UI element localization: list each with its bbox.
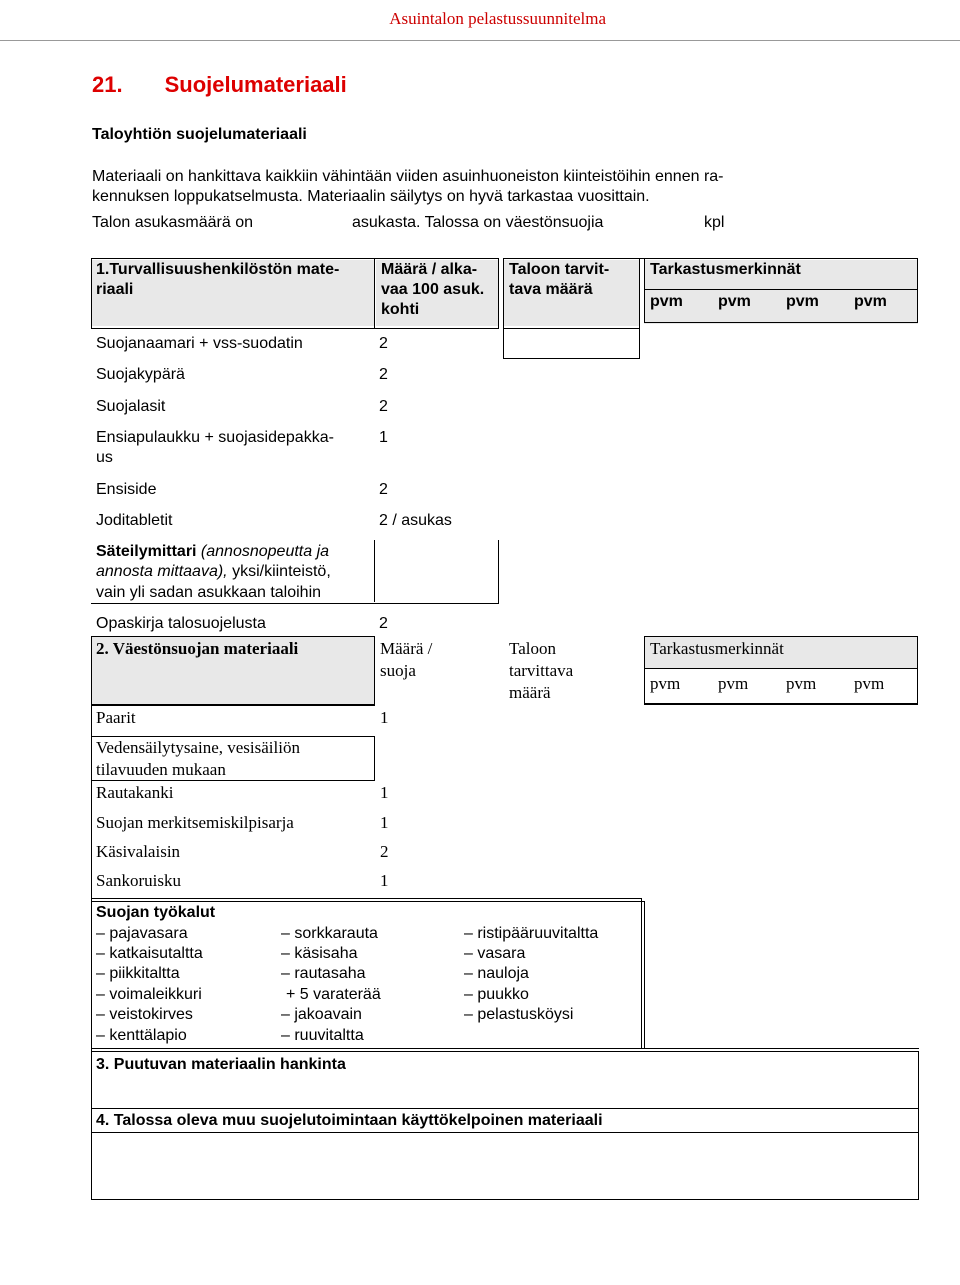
sec4-box-line	[91, 1199, 919, 1200]
t1-line	[91, 258, 375, 259]
tool-item: – pelastusköysi	[464, 1006, 574, 1023]
t1-line	[644, 258, 645, 323]
t2-row-qty: 1	[380, 813, 389, 832]
t2-row-qty: 1	[380, 783, 389, 802]
t2-line	[91, 636, 92, 706]
tools-box-line	[641, 898, 642, 1048]
tool-item: – piikkitaltta	[96, 965, 180, 982]
tools-box-line	[644, 901, 645, 1048]
intro-subtitle: Taloyhtiön suojelumateriaali	[92, 126, 307, 143]
t1-row-qty: 2	[379, 615, 388, 632]
tool-item: – vasara	[464, 945, 526, 962]
sec3-box-line	[91, 1048, 92, 1200]
intro-line-2: kennuksen loppukatselmusta. Materiaalin säilytys on hyvä tarkastaa vuosittain.	[92, 188, 650, 205]
t2-col2-header-l2: suoja	[380, 661, 416, 680]
tool-item: – jakoavain	[281, 1006, 362, 1023]
t1-col3-header-l2: tava määrä	[509, 281, 593, 298]
tool-item: – voimaleikkuri	[96, 986, 202, 1003]
tool-item: + 5 varaterää	[286, 986, 381, 1003]
t1-pvm-4: pvm	[854, 293, 887, 310]
t2-line	[374, 636, 375, 706]
t1-row-name-italic: (annosnopeutta ja	[196, 543, 330, 560]
tools-box-line	[91, 898, 641, 899]
t1-line	[644, 322, 918, 323]
t1-line	[644, 289, 918, 290]
tools-title: Suojan työkalut	[96, 904, 216, 921]
t1-line	[503, 328, 640, 329]
t1-row-name: Suojakypärä	[96, 366, 185, 383]
section-title: Suojelumateriaali	[164, 72, 347, 97]
tools-box-line	[91, 898, 92, 1048]
t1-col3-header-l1: Taloon tarvit-	[509, 261, 610, 278]
t1-line	[498, 540, 499, 604]
t1-col1-header-l1: 1.Turvallisuushenkilöstön mate-	[96, 261, 340, 278]
t1-line	[91, 603, 499, 604]
t1-row-name: us	[96, 449, 113, 466]
t2-row-name: Rautakanki	[96, 783, 174, 802]
tool-item: – kenttälapio	[96, 1027, 187, 1044]
intro-line-3b: asukasta. Talossa on väestönsuojia	[352, 214, 604, 231]
t2-col3-header-l1: Taloon	[509, 639, 556, 658]
t2-line	[91, 706, 92, 898]
t1-line	[374, 258, 375, 328]
t1-row-name: Opaskirja talosuojelusta	[96, 615, 266, 632]
t2-row-name: Paarit	[96, 708, 136, 727]
tool-item: – sorkkarauta	[281, 925, 378, 942]
t1-row-name-italic: annosta mittaava),	[96, 563, 228, 580]
t1-line	[503, 358, 640, 359]
tool-item: – nauloja	[464, 965, 529, 982]
t1-line	[91, 258, 92, 328]
intro-line-3a: Talon asukasmäärä on	[92, 214, 253, 231]
t1-row-qty: 2	[379, 398, 388, 415]
t1-row-qty: 2	[379, 481, 388, 498]
t2-col4-header: Tarkastusmerkinnät	[650, 639, 784, 658]
t1-line	[498, 258, 499, 328]
t2-line	[644, 668, 918, 669]
t1-row-qty: 2 / asukas	[379, 512, 452, 529]
t1-line	[639, 328, 640, 358]
tools-box-line	[91, 901, 645, 902]
section-heading	[92, 72, 389, 98]
t1-line	[503, 258, 504, 328]
tool-item: – katkaisutaltta	[96, 945, 203, 962]
t1-row-name: Joditabletit	[96, 512, 173, 529]
t1-line	[374, 540, 375, 602]
tool-item: – ristipääruuvitaltta	[464, 925, 599, 942]
t2-row-qty: 2	[380, 842, 389, 861]
t1-col2-header-l3: kohti	[381, 301, 420, 318]
t2-line	[91, 704, 375, 706]
t2-line	[374, 736, 375, 780]
header-divider	[0, 40, 960, 41]
sec4-box-line	[91, 1108, 919, 1109]
t2-col2-header-l1: Määrä /	[380, 639, 433, 658]
t2-col1-header: 2. Väestönsuojan materiaali	[96, 639, 299, 658]
t1-col2-header-l2: vaa 100 asuk.	[381, 281, 485, 298]
t2-col3-header-l2: tarvittava	[509, 661, 574, 680]
tool-item: – käsisaha	[281, 945, 358, 962]
t1-col2-header-l1: Määrä / alka-	[381, 261, 478, 278]
intro-line-1: Materiaali on hankittava kaikkiin vähintään viiden asuinhuoneiston kiinteistöihin ennen ra-	[92, 168, 724, 185]
t2-col3-header-l3: määrä	[509, 683, 551, 702]
t1-row-qty: 1	[379, 429, 388, 446]
t1-row-name: Suojalasit	[96, 398, 166, 415]
t1-pvm-3: pvm	[786, 293, 819, 310]
t1-line	[639, 258, 640, 328]
t1-row-name: Suojanaamari + vss-suodatin	[96, 335, 303, 352]
t1-row-name: Ensiside	[96, 481, 157, 498]
intro-line-3c: kpl	[704, 214, 725, 231]
t1-line	[917, 258, 918, 323]
t1-pvm-2: pvm	[718, 293, 751, 310]
t1-row-name: vain yli sadan asukkaan taloihin	[96, 584, 322, 601]
sec3-box-line	[91, 1051, 919, 1052]
t2-row-name: Sankoruisku	[96, 871, 181, 890]
section3-title: 3. Puutuvan materiaalin hankinta	[96, 1056, 346, 1073]
t1-row-qty: 2	[379, 335, 388, 352]
t1-row-name	[96, 542, 329, 562]
t1-col1-header-l2: riaali	[96, 281, 134, 298]
tool-item: – rautasaha	[281, 965, 366, 982]
t2-pvm-1: pvm	[650, 674, 681, 693]
tool-item: – veistokirves	[96, 1006, 193, 1023]
t2-line	[644, 636, 918, 637]
t2-pvm-4: pvm	[854, 674, 885, 693]
t2-line	[644, 636, 645, 704]
t1-line	[503, 258, 918, 259]
t1-line	[374, 258, 498, 259]
document-header-title: Asuintalon pelastussuunnitelma	[389, 9, 606, 28]
sec4-box-line	[91, 1132, 919, 1133]
t2-line	[917, 636, 918, 704]
t2-row-name: Käsivalaisin	[96, 842, 181, 861]
t1-row-name-bold: Säteilymittari	[96, 543, 197, 560]
t1-row-name-text: yksi/kiinteistö,	[227, 563, 331, 580]
t2-row-name: Vedensäilytysaine, vesisäiliön	[96, 738, 300, 757]
sec3-box-line	[91, 1048, 919, 1049]
t1-row-qty: 2	[379, 366, 388, 383]
t2-row-name: tilavuuden mukaan	[96, 760, 226, 779]
t1-row-name: Ensiapulaukku + suojasidepakka-	[96, 429, 334, 446]
sec3-box-line	[918, 1051, 919, 1200]
t1-row-name	[96, 562, 331, 582]
t1-col4-header: Tarkastusmerkinnät	[650, 261, 801, 278]
t2-line	[644, 703, 918, 705]
t1-line	[91, 328, 499, 329]
tool-item: – ruuvitaltta	[281, 1027, 364, 1044]
t2-line	[91, 636, 375, 637]
t1-line	[503, 328, 504, 358]
t2-row-qty: 1	[380, 871, 389, 890]
tool-item: – pajavasara	[96, 925, 188, 942]
t2-row-qty: 1	[380, 708, 389, 727]
t2-pvm-2: pvm	[718, 674, 749, 693]
t2-row-name: Suojan merkitsemiskilpisarja	[96, 813, 294, 832]
t1-pvm-1: pvm	[650, 293, 683, 310]
t2-pvm-3: pvm	[786, 674, 817, 693]
section-number: 21.	[92, 72, 123, 97]
tool-item: – puukko	[464, 986, 529, 1003]
section4-title: 4. Talossa oleva muu suojelutoimintaan käyttökelpoinen materiaali	[96, 1112, 603, 1129]
